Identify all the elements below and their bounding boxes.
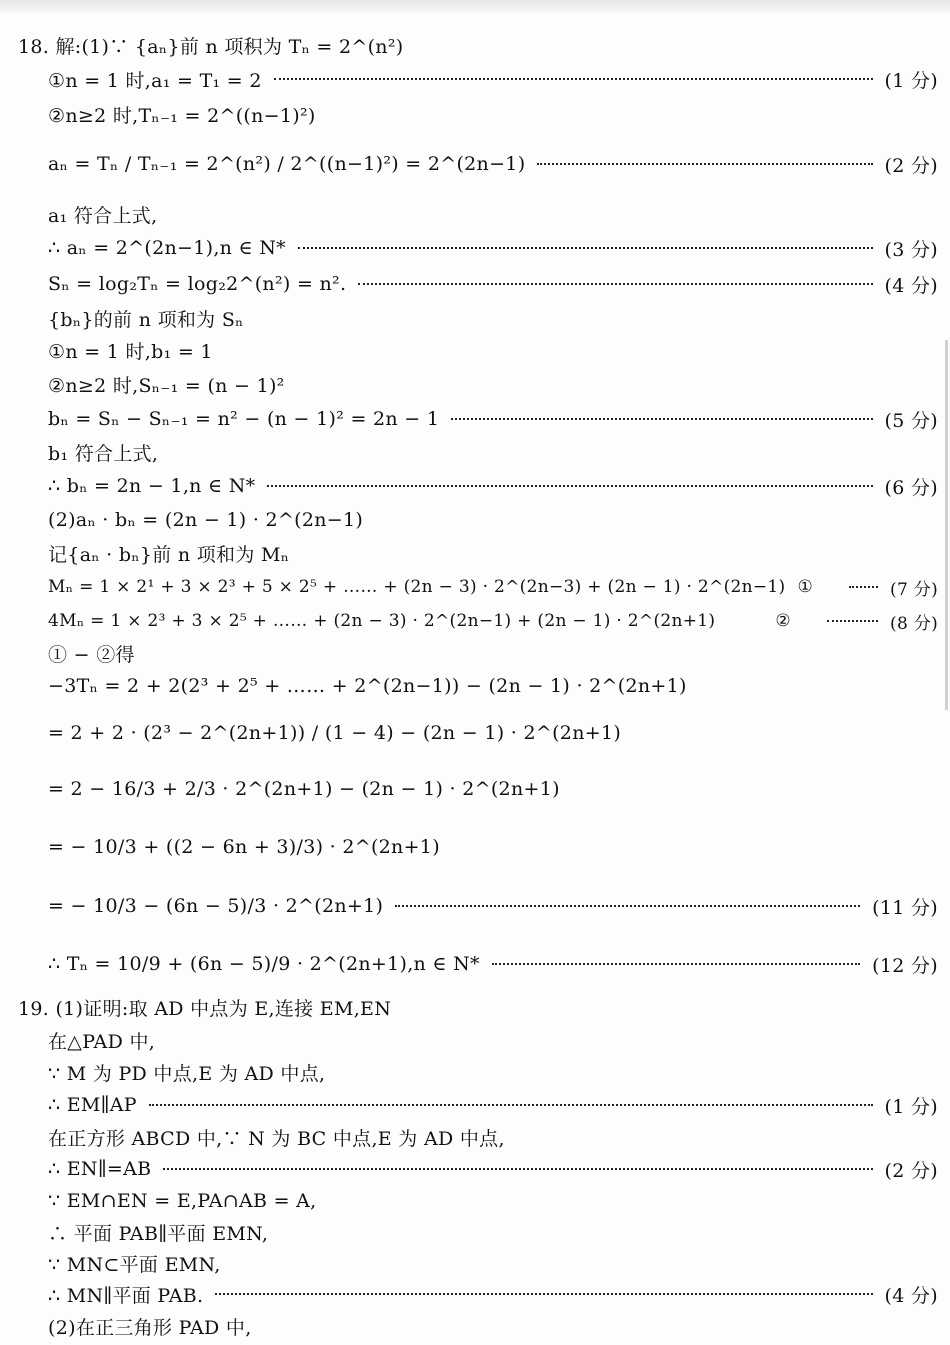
line-14: (2)aₙ · bₙ = (2n − 1) · 2^(2n−1) — [48, 509, 364, 531]
line-26: 在△PAD 中, — [48, 1030, 156, 1053]
dot-leader — [267, 485, 872, 487]
score-label: (5 分) — [884, 409, 938, 432]
line-34: ∴ MN∥平面 PAB. (4 分) — [48, 1277, 938, 1311]
dot-leader — [537, 163, 872, 165]
score-label: (3 分) — [884, 238, 938, 261]
score-label: (4 分) — [884, 274, 938, 297]
score-label: (2 分) — [884, 1159, 938, 1182]
line-27: ∵ M 为 PD 中点,E 为 AD 中点, — [48, 1062, 326, 1085]
line-4: aₙ = Tₙ / Tₙ₋₁ = 2^(n²) / 2^((n−1)²) = 2^(2n−1) (2 分) — [48, 147, 938, 181]
line-12: b₁ 符合上式, — [48, 442, 159, 465]
line-1: 18. 解:(1)∵ {aₙ}前 n 项积为 Tₙ = 2^(n²) — [18, 35, 404, 58]
dot-leader — [215, 1293, 872, 1295]
line-9: ①n = 1 时,b₁ = 1 — [48, 340, 213, 363]
eq-marker-2: ② — [775, 611, 791, 631]
line-7: Sₙ = log₂Tₙ = log₂2^(n²) = n². (4 分) — [48, 267, 938, 301]
line-10: ②n≥2 时,Sₙ₋₁ = (n − 1)² — [48, 374, 285, 397]
line-23: = − 10/3 − (6n − 5)/3 · 2^(2n+1) (11 分) — [48, 889, 938, 923]
dot-leader — [827, 620, 878, 622]
line-35: (2)在正三角形 PAD 中, — [48, 1316, 252, 1339]
line-20: = 2 + 2 · (2³ − 2^(2n+1)) / (1 − 4) − (2n − 1) · 2^(2n+1) — [48, 722, 622, 744]
eq-marker-1: ① — [797, 577, 814, 597]
line-28: ∴ EM∥AP (1 分) — [48, 1088, 938, 1122]
line-5: a₁ 符合上式, — [48, 204, 158, 227]
line-30: ∴ EN∥=AB (2 分) — [48, 1152, 938, 1186]
line-13: ∴ bₙ = 2n − 1,n ∈ N* (6 分) — [48, 469, 938, 503]
line-29: 在正方形 ABCD 中,∵ N 为 BC 中点,E 为 AD 中点, — [48, 1127, 505, 1150]
dot-leader — [149, 1104, 873, 1106]
dot-leader — [451, 418, 872, 420]
score-label: (8 分) — [890, 613, 938, 634]
dot-leader — [358, 283, 872, 285]
score-label: (2 分) — [884, 154, 938, 177]
line-19: −3Tₙ = 2 + 2(2³ + 2⁵ + …… + 2^(2n−1)) − (2n − 1) · 2^(2n+1) — [48, 675, 687, 697]
line-25: 19. (1)证明:取 AD 中点为 E,连接 EM,EN — [18, 997, 392, 1020]
page-top-edge — [0, 0, 950, 12]
line-6: ∴ aₙ = 2^(2n−1),n ∈ N* (3 分) — [48, 231, 938, 265]
line-11: bₙ = Sₙ − Sₙ₋₁ = n² − (n − 1)² = 2n − 1 (5 分) — [48, 402, 938, 436]
score-label: (1 分) — [884, 69, 938, 92]
dot-leader — [298, 247, 873, 249]
score-label: (6 分) — [884, 476, 938, 499]
score-label: (7 分) — [890, 579, 938, 600]
line-17: 4Mₙ = 1 × 2³ + 3 × 2⁵ + …… + (2n − 3) · 2^(2n−1) + (2n − 1) · 2^(2n+1) ② (8 分) — [48, 604, 938, 638]
line-18: ① − ②得 — [48, 643, 135, 666]
scroll-edge — [945, 340, 948, 710]
line-3: ②n≥2 时,Tₙ₋₁ = 2^((n−1)²) — [48, 104, 316, 127]
line-33: ∵ MN⊂平面 EMN, — [48, 1253, 221, 1276]
score-label: (11 分) — [872, 896, 938, 919]
line-22: = − 10/3 + ((2 − 6n + 3)/3) · 2^(2n+1) — [48, 836, 440, 858]
line-15: 记{aₙ · bₙ}前 n 项和为 Mₙ — [48, 543, 290, 566]
line-2: ①n = 1 时,a₁ = T₁ = 2 (1 分) — [48, 62, 938, 96]
line-24: ∴ Tₙ = 10/9 + (6n − 5)/9 · 2^(2n+1),n ∈ N* (12 分) — [48, 947, 938, 981]
dot-leader — [274, 78, 873, 80]
line-31: ∵ EM∩EN = E,PA∩AB = A, — [48, 1190, 317, 1212]
line-16: Mₙ = 1 × 2¹ + 3 × 2³ + 5 × 2⁵ + …… + (2n − 3) · 2^(2n−3) + (2n − 1) · 2^(2n−1) ① (7 分) — [48, 570, 938, 604]
dot-leader — [395, 905, 860, 907]
dot-leader — [849, 586, 878, 588]
dot-leader — [492, 963, 860, 965]
line-21: = 2 − 16/3 + 2/3 · 2^(2n+1) − (2n − 1) · 2^(2n+1) — [48, 778, 560, 800]
line-8: {bₙ}的前 n 项和为 Sₙ — [48, 308, 244, 331]
dot-leader — [163, 1168, 872, 1170]
line-32: ∴ 平面 PAB∥平面 EMN, — [48, 1222, 269, 1245]
score-label: (1 分) — [884, 1095, 938, 1118]
score-label: (4 分) — [884, 1284, 938, 1307]
score-label: (12 分) — [872, 954, 938, 977]
